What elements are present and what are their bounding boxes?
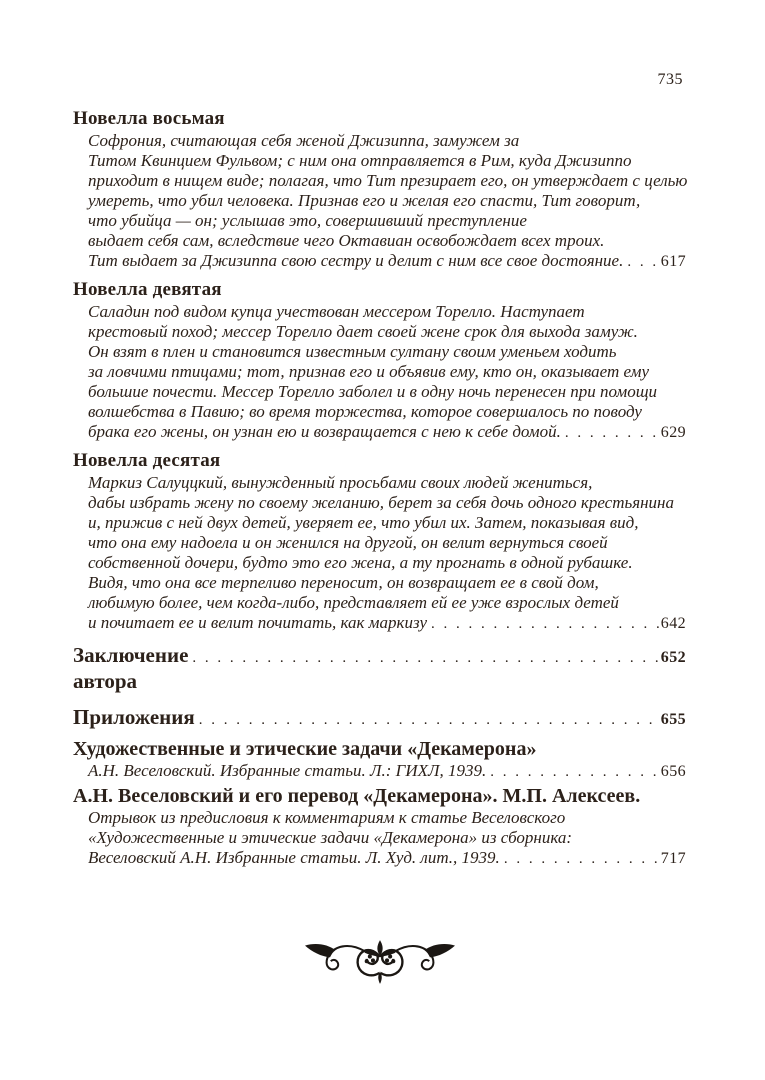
page-number: 735 <box>657 71 683 88</box>
novella-heading: Новелла десятая <box>73 450 221 471</box>
entry-page-number: 656 <box>660 763 686 780</box>
appendix-reference: А.Н. Веселовский. Избранные статьи. Л.: ГИХЛ, 1939. <box>88 761 487 780</box>
summary-line: и почитает ее и велит почитать, как маркизу <box>88 613 428 632</box>
toc-section-novella-9 <box>73 278 686 443</box>
entry-page-number: 652 <box>660 649 686 666</box>
summary-line: Он взят в плен и становится известным султану своим уменьем ходить <box>88 342 617 361</box>
table-of-contents <box>73 107 686 992</box>
summary-line: любимую более, чем когда-либо, представляет ей ее уже взрослых детей <box>88 593 619 612</box>
summary-line: Тит выдает за Джизиппа свою сестру и делит с ним все свое достояние. <box>88 251 624 270</box>
summary-line: и, прижив с ней двух детей, уверяет ее, что убил их. Затем, показывая вид, <box>88 513 639 532</box>
appendix-subtitle-line: «Художественные и этические задачи «Декамерона» из сборника: <box>88 828 573 847</box>
entry-page-number: 642 <box>660 615 686 632</box>
summary-line: что она ему надоела и он женился на другой, он велит вернуться своей <box>88 533 608 552</box>
toc-line <box>88 848 686 869</box>
dot-leader <box>500 849 661 869</box>
summary-line: Саладин под видом купца учествован мессером Торелло. Наступает <box>88 302 585 321</box>
appendix-reference: Веселовский А.Н. Избранные статьи. Л. Худ. лит., 1939. <box>88 848 500 867</box>
dot-leader <box>188 645 660 671</box>
entry-label: Заключение автора <box>73 643 189 693</box>
tailpiece <box>73 937 686 992</box>
dot-leader <box>561 423 661 443</box>
entry-label: Приложения <box>73 705 195 729</box>
appendix-title: А.Н. Веселовский и его перевод «Декамерона». М.П. Алексеев. <box>73 785 641 807</box>
dot-leader <box>195 707 661 733</box>
toc-line <box>88 422 686 443</box>
summary-line: Видя, что она все терпеливо переносит, он возвращает ее в свой дом, <box>88 573 599 592</box>
toc-entry-appendices <box>73 704 686 733</box>
toc-line <box>88 251 686 272</box>
summary-line: Маркиз Салуццкий, вынужденный просьбами своих людей жениться, <box>88 473 593 492</box>
appendix-subtitle-line: Отрывок из предисловия к комментариям к статье Веселовского <box>88 808 566 827</box>
summary-line: Титом Квинцием Фульвом; с ним она отправляется в Рим, куда Джизиппо <box>88 151 632 170</box>
entry-page-number: 655 <box>660 711 686 728</box>
toc-section-novella-10 <box>73 449 686 634</box>
appendix-entry-1 <box>73 737 686 782</box>
toc-line <box>88 761 686 782</box>
summary-line: умереть, что убил человека. Признав его и желая его спасти, Тит говорит, <box>88 191 641 210</box>
summary-line: что убийца — он; услышав это, совершивший преступление <box>88 211 527 230</box>
toc-line <box>88 613 686 634</box>
summary-line: брака его жены, он узнан ею и возвращается с нею к себе домой. <box>88 422 561 441</box>
summary-line: дабы избрать жену по своему желанию, берет за себя дочь одного крестьянина <box>88 493 674 512</box>
entry-page-number: 717 <box>660 850 686 867</box>
summary-line: крестовый поход; мессер Торелло дает своей жене срок для выхода замуж. <box>88 322 638 341</box>
summary-line: собственной дочери, будто это его жена, а ту прогнать в одной рубашке. <box>88 553 633 572</box>
dot-leader <box>623 252 660 272</box>
summary-line: приходит в нищем виде; полагая, что Тит презирает его, он утверждает с целью <box>88 171 688 190</box>
toc-entry-conclusion <box>73 642 686 694</box>
novella-heading: Новелла девятая <box>73 279 222 300</box>
novella-heading: Новелла восьмая <box>73 108 225 129</box>
summary-line: большие почести. Мессер Торелло заболел и в одну ночь перенесен при помощи <box>88 382 658 401</box>
toc-section-novella-8 <box>73 107 686 272</box>
summary-line: волшебства в Павию; во время торжества, которое совершалось по поводу <box>88 402 642 421</box>
summary-line: выдает себя сам, вследствие чего Октавиан освобождает всех троих. <box>88 231 605 250</box>
dot-leader <box>427 614 661 634</box>
appendix-title: Художественные и этические задачи «Декамерона» <box>73 738 537 760</box>
entry-page-number: 617 <box>660 253 686 270</box>
flourish-ornament <box>294 937 466 987</box>
appendix-entry-2 <box>73 784 686 869</box>
dot-leader <box>486 762 661 782</box>
summary-line: за ловчими птицами; тот, признав его и объявив ему, кто он, оказывает ему <box>88 362 649 381</box>
summary-line: Софрония, считающая себя женой Джизиппа, замужем за <box>88 131 520 150</box>
entry-page-number: 629 <box>660 424 686 441</box>
